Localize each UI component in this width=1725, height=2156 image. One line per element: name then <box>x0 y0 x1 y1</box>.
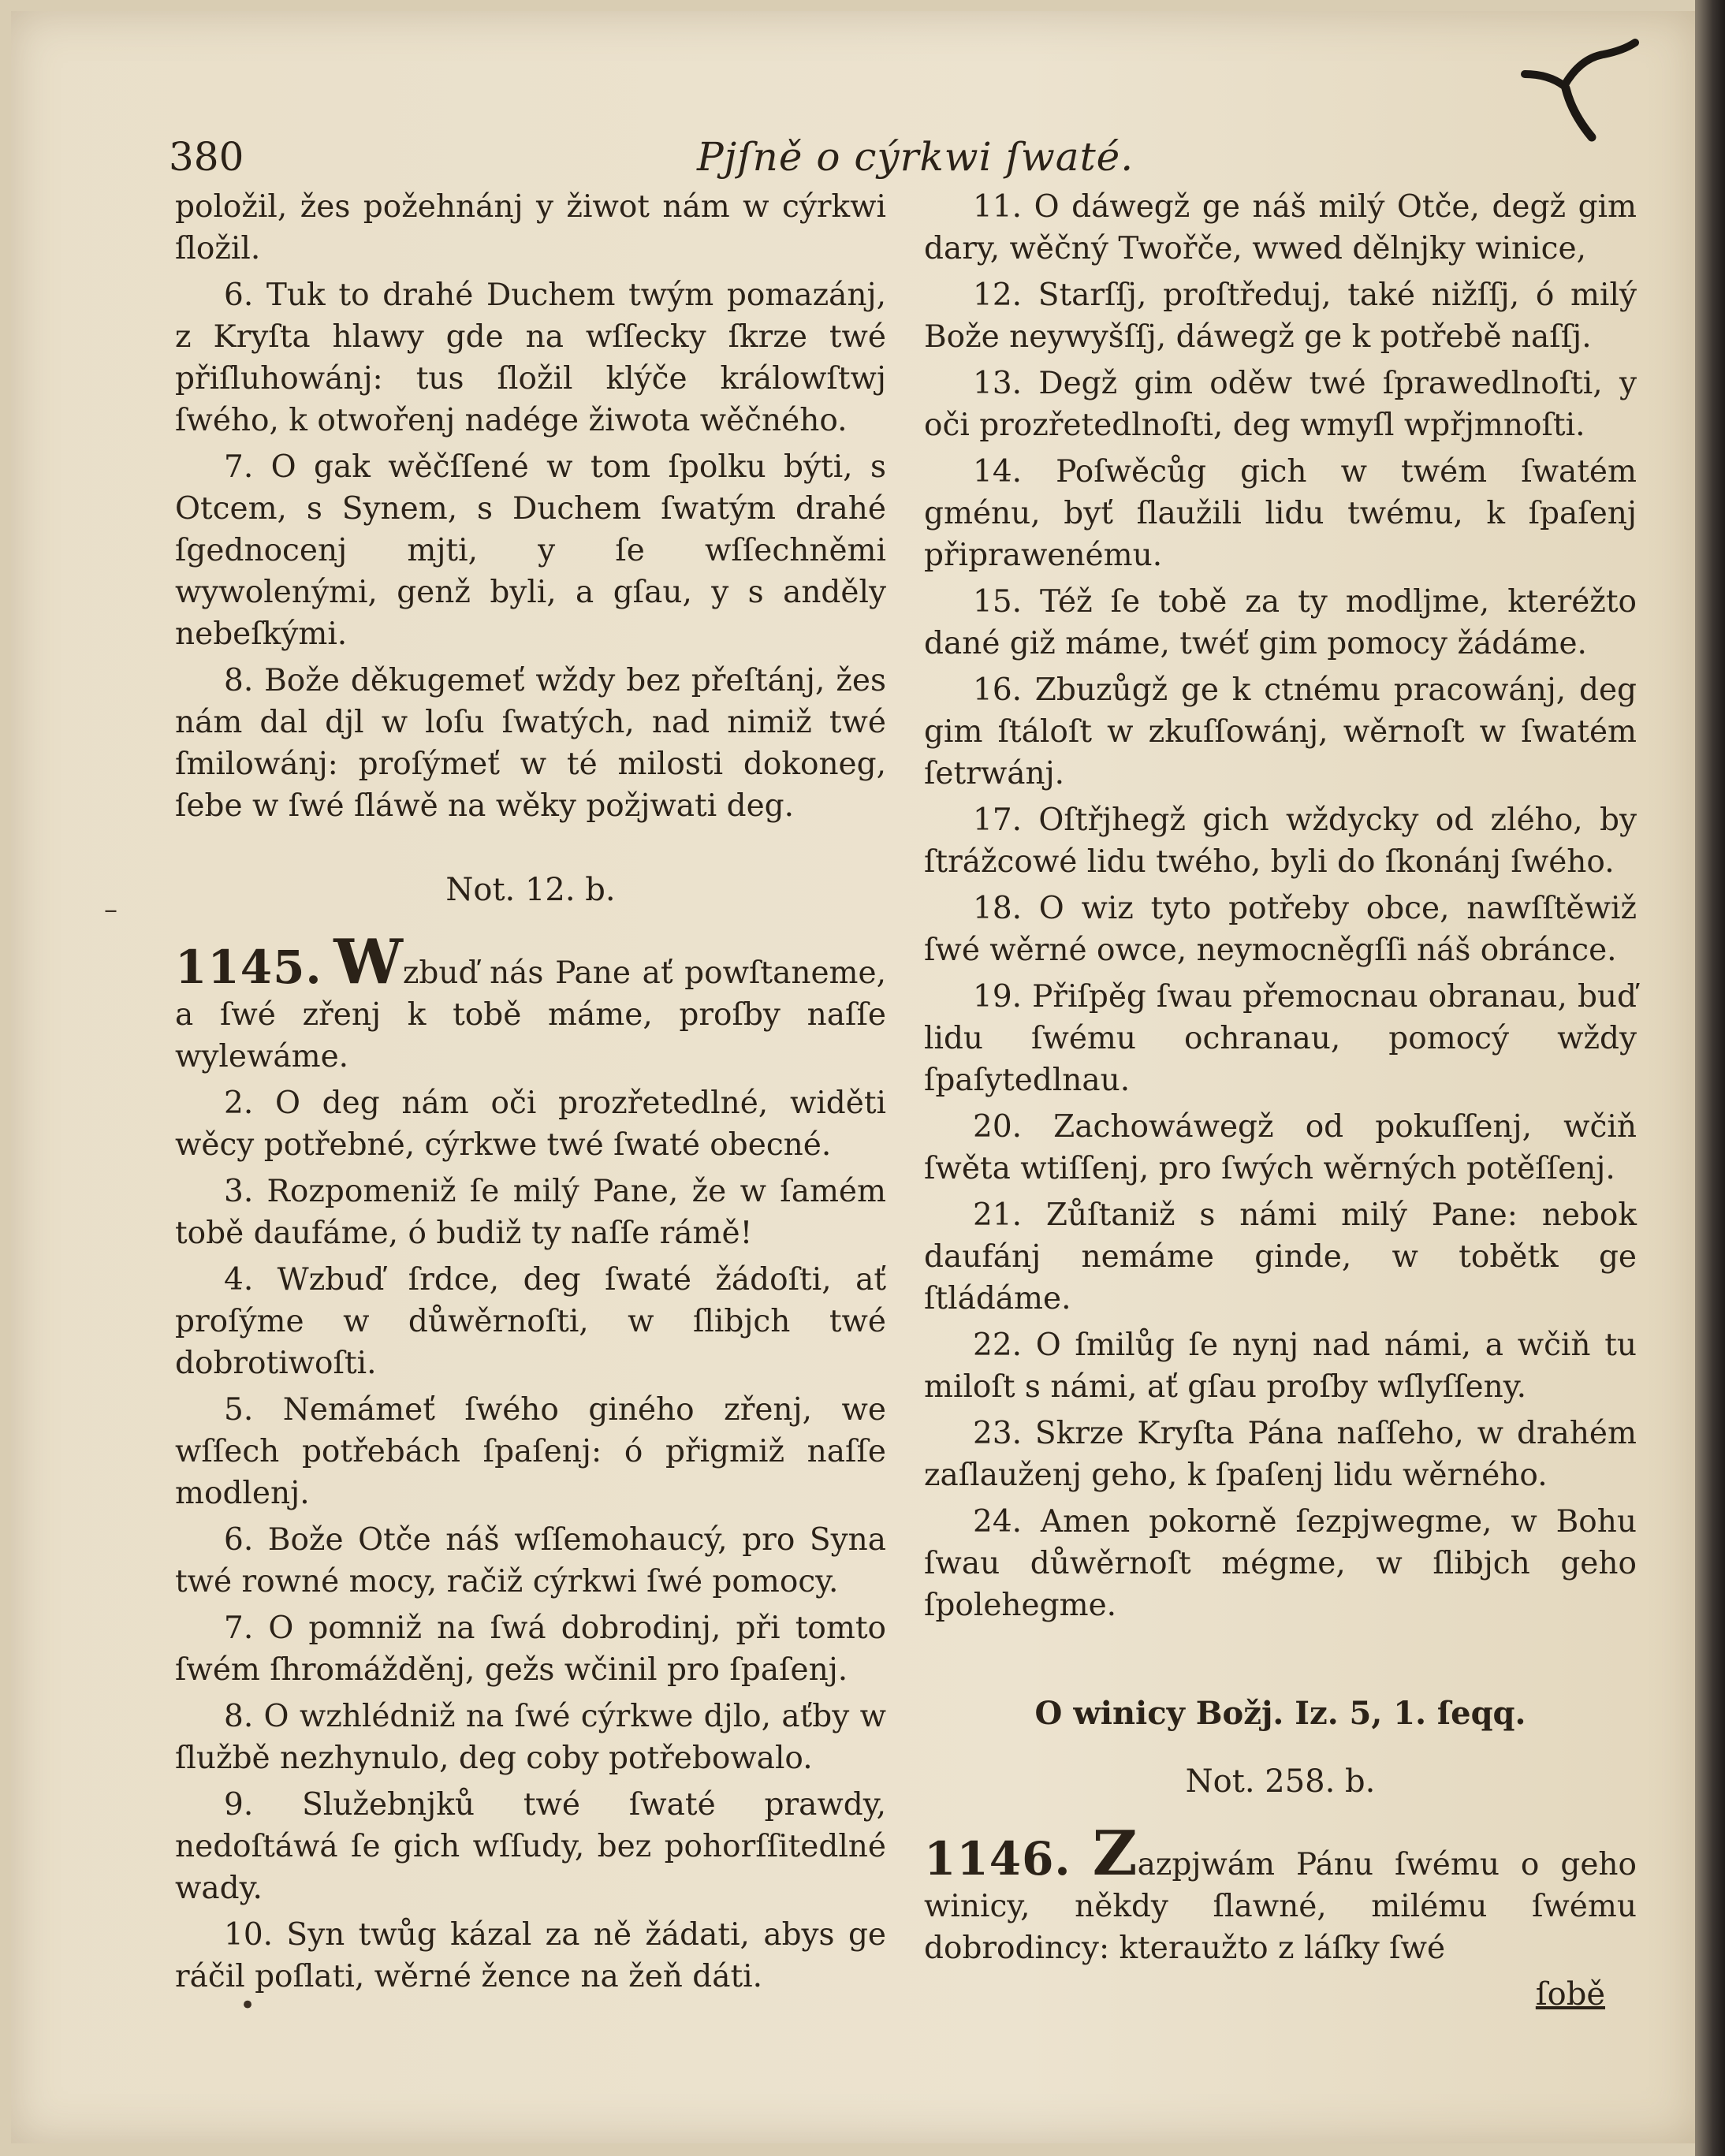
verse: 14. Poſwěcůg gich w twém ſwatém gménu, byť ſlaužili lidu twému, k ſpaſenj připrawenému. <box>924 454 1637 573</box>
book-page <box>11 11 1698 2143</box>
catchword: ſobě <box>1535 1976 1605 2013</box>
page-number: 380 <box>169 134 244 180</box>
verse: 8. O wzhlédniž na ſwé cýrkwe djlo, aťby w ſlužbě nezhynulo, deg coby potřebowalo. <box>175 1699 886 1776</box>
verse: 11. O dáwegž ge náš milý Otče, degž gim dary, wěčný Twořče, wwed dělnjky winice, <box>924 189 1637 266</box>
verse: 7. O pomniž na ſwá dobrodinj, při tomto ſwém ſhromážděnj, gežs wčinil pro ſpaſenj. <box>175 1610 886 1688</box>
hymn-number: 1145. <box>175 940 322 994</box>
hymn-opening-text: zbuď nás Pane ať powſtaneme, a ſwé zřenj k tobě máme, proſby naſſe wylewáme. <box>175 955 886 1074</box>
verse: 23. Skrze Kryſta Pána naſſeho, w drahém zaſlauženj geho, k ſpaſenj lidu wěrného. <box>924 1416 1637 1493</box>
tune-reference: Not. 258. b. <box>1185 1763 1376 1800</box>
corner-pen-mark <box>1517 27 1643 145</box>
verse: 22. O ſmilůg ſe nynj nad námi, a wčiň tu miloſt s námi, ať gſau proſby wſlyſſeny. <box>924 1327 1637 1405</box>
verse: 2. O deg nám oči prozřetedlné, widěti wěcy potřebné, cýrkwe twé ſwaté obecné. <box>175 1085 886 1163</box>
paragraph: 7. O gak wěčſſené w tom ſpolku býti, s Otcem, s Synem, s Duchem ſwatým drahé ſgednocenj mjti, y ſe wſſechněmi wywolenými, genž byli, a gſau, y s anděly nebeſkými. <box>175 449 886 652</box>
left-column <box>175 186 886 2002</box>
verse: 9. Služebnjků twé ſwaté prawdy, nedoſtáwá ſe gich wſſudy, bez pohorſſitedlné wady. <box>175 1787 886 1906</box>
paragraph: položil, žes požehnánj y žiwot nám w cýrkwi ſložil. <box>175 189 886 266</box>
section-heading: O winicy Božj. Iz. 5, 1. ſeqq. <box>1034 1695 1526 1732</box>
verse: 13. Degž gim oděw twé ſprawedlnoſti, y oči prozřetedlnoſti, deg wmyſl wpřjmnoſti. <box>924 366 1637 443</box>
verse: 3. Rozpomeniž ſe milý Pane, že w ſamém tobě daufáme, ó budiž ty naſſe rámě! <box>175 1174 886 1251</box>
verse: 21. Zůſtaniž s námi milý Pane: nebok daufánj nemáme ginde, w tobětk ge ſtládáme. <box>924 1197 1637 1316</box>
drop-capital: W <box>333 926 403 998</box>
paragraph: 6. Tuk to drahé Duchem twým pomazánj, z Kryſta hlawy gde na wſſecky ſkrze twé přiſluhowánj: tus ſložil klýče králowſtwj ſwého, k otwořenj nadége žiwota wěčného. <box>175 277 886 438</box>
right-column <box>924 186 1637 2016</box>
verse: 20. Zachowáwegž od pokuſſenj, wčiň ſwěta wtiſſenj, pro ſwých wěrných potěſſenj. <box>924 1109 1637 1186</box>
ink-dot: • <box>240 1990 256 2021</box>
verse: 19. Přiſpěg ſwau přemocnau obranau, buď lidu ſwému ochranau, pomocý wždy ſpaſytedlnau. <box>924 979 1637 1098</box>
verse: 12. Starſſj, proſtředuj, také nižſſj, ó milý Bože neywyšſſj, dáwegž ge k potřebě naſſj. <box>924 277 1637 355</box>
hymn-opening <box>175 926 886 1078</box>
verse: 16. Zbuzůgž ge k ctnému pracowánj, deg gim ſtáloſt w zkuſſowánj, wěrnoſt w ſwatém ſetrwánj. <box>924 672 1637 791</box>
paragraph: 8. Bože děkugemeť wždy bez přeſtánj, žes nám dal djl w loſu ſwatých, nad nimiž twé ſmilowánj: proſýmeť w té milosti dokoneg, ſebe w ſwé ſláwě na wěky požjwati deg. <box>175 663 886 824</box>
verse: 24. Amen pokorně ſezpjwegme, w Bohu ſwau důwěrnoſt mégme, w ſlibjch geho ſpolehegme. <box>924 1504 1637 1623</box>
hymn-number: 1146. <box>924 1832 1071 1886</box>
hymn-opening-text: azpjwám Pánu ſwému o geho winicy, někdy ſlawné, milému ſwému dobrodincy: kteraužto z láſky ſwé <box>924 1847 1637 1966</box>
verse: 10. Syn twůg kázal za ně žádati, abys ge ráčil poſlati, wěrné žence na žeň dáti. <box>175 1917 886 1994</box>
tune-reference: Not. 12. b. <box>445 872 616 908</box>
verse: 18. O wiz tyto potřeby obce, nawſſtěwiž ſwé wěrné owce, neymocněgſſi náš obránce. <box>924 891 1637 968</box>
book-gutter <box>1695 0 1725 2156</box>
verse: 5. Nemámeť ſwého giného zřenj, we wſſech potřebách ſpaſenj: ó přigmiž naſſe modlenj. <box>175 1392 886 1511</box>
running-title: Pjſně o cýrkwi ſwaté. <box>697 134 1134 180</box>
margin-mark: – <box>104 894 117 925</box>
verse: 4. Wzbuď ſrdce, deg ſwaté žádoſti, ať proſýme w důwěrnoſti, w ſlibjch twé dobrotiwoſti. <box>175 1262 886 1381</box>
page-header <box>169 129 1596 184</box>
verse: 6. Bože Otče náš wſſemohaucý, pro Syna twé rowné mocy, račiž cýrkwi ſwé pomocy. <box>175 1522 886 1599</box>
verse: 17. Oſtřjhegž gich wždycky od zlého, by ſtrážcowé lidu twého, byli do ſkonánj ſwého. <box>924 802 1637 880</box>
verse: 15. Též ſe tobě za ty modljme, kteréžto dané giž máme, twéť gim pomocy žádáme. <box>924 584 1637 661</box>
drop-capital: Z <box>1092 1818 1138 1890</box>
hymn-opening <box>924 1818 1637 1969</box>
